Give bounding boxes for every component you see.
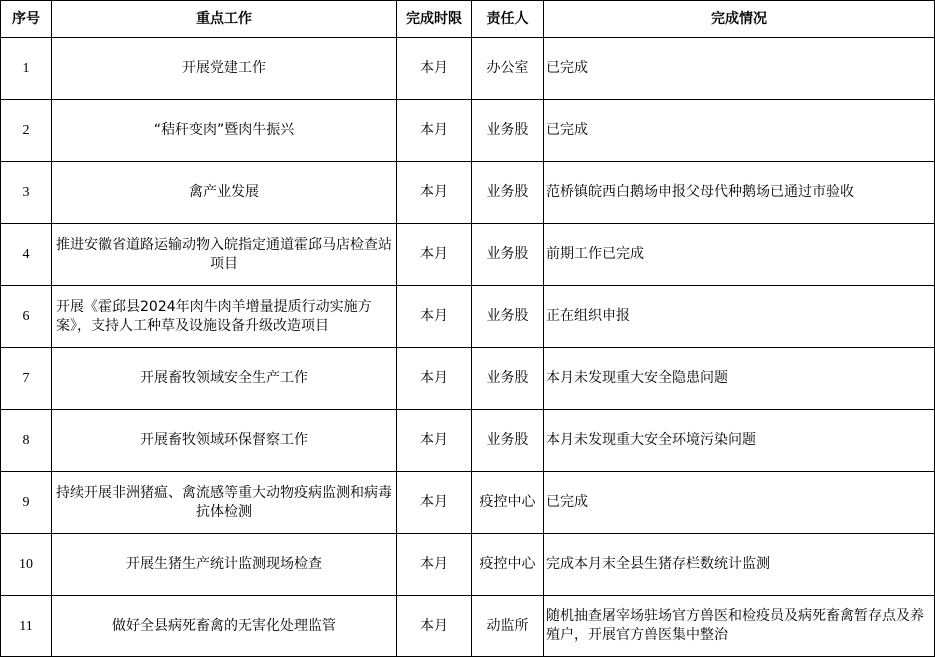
row-status: 随机抽查屠宰场驻场官方兽医和检疫员及病死畜禽暂存点及养殖户，开展官方兽医集中整治 (544, 596, 935, 657)
table-row (1, 286, 935, 348)
row-deadline: 本月 (397, 38, 472, 100)
table-row (1, 100, 935, 162)
row-owner: 疫控中心 (472, 472, 544, 534)
row-task: 开展畜牧领域环保督察工作 (52, 410, 397, 472)
table-row (1, 162, 935, 224)
row-seq: 9 (1, 472, 52, 534)
row-owner: 业务股 (472, 348, 544, 410)
table-row (1, 410, 935, 472)
row-status: 完成本月末全县生猪存栏数统计监测 (544, 534, 935, 596)
row-task: 推进安徽省道路运输动物入皖指定通道霍邱马店检查站项目 (52, 224, 397, 286)
row-deadline: 本月 (397, 100, 472, 162)
row-owner: 业务股 (472, 286, 544, 348)
row-seq: 1 (1, 38, 52, 100)
row-deadline: 本月 (397, 472, 472, 534)
row-seq: 4 (1, 224, 52, 286)
table-row (1, 224, 935, 286)
table-row (1, 348, 935, 410)
header-seq: 序号 (1, 1, 52, 38)
header-deadline: 完成时限 (397, 1, 472, 38)
table-row (1, 596, 935, 657)
row-owner: 办公室 (472, 38, 544, 100)
row-task: 开展生猪生产统计监测现场检查 (52, 534, 397, 596)
row-status: 已完成 (544, 472, 935, 534)
row-task: 开展畜牧领域安全生产工作 (52, 348, 397, 410)
row-task: 做好全县病死畜禽的无害化处理监管 (52, 596, 397, 657)
row-owner: 业务股 (472, 162, 544, 224)
row-status: 已完成 (544, 38, 935, 100)
row-seq: 2 (1, 100, 52, 162)
row-deadline: 本月 (397, 534, 472, 596)
row-seq: 3 (1, 162, 52, 224)
header-owner: 责任人 (472, 1, 544, 38)
row-task: “秸秆变肉”暨肉牛振兴 (52, 100, 397, 162)
header-status: 完成情况 (544, 1, 935, 38)
row-deadline: 本月 (397, 348, 472, 410)
row-owner: 业务股 (472, 224, 544, 286)
row-status: 本月未发现重大安全隐患问题 (544, 348, 935, 410)
row-task: 持续开展非洲猪瘟、禽流感等重大动物疫病监测和病毒抗体检测 (52, 472, 397, 534)
row-seq: 7 (1, 348, 52, 410)
row-task: 禽产业发展 (52, 162, 397, 224)
row-seq: 10 (1, 534, 52, 596)
row-seq: 6 (1, 286, 52, 348)
row-deadline: 本月 (397, 286, 472, 348)
row-deadline: 本月 (397, 596, 472, 657)
row-deadline: 本月 (397, 224, 472, 286)
table-row (1, 38, 935, 100)
row-owner: 业务股 (472, 100, 544, 162)
table-row (1, 534, 935, 596)
row-seq: 11 (1, 596, 52, 657)
row-status: 已完成 (544, 100, 935, 162)
row-seq: 8 (1, 410, 52, 472)
table-header-row (1, 1, 935, 38)
row-deadline: 本月 (397, 162, 472, 224)
header-task: 重点工作 (52, 1, 397, 38)
row-owner: 疫控中心 (472, 534, 544, 596)
table-row (1, 472, 935, 534)
row-status: 前期工作已完成 (544, 224, 935, 286)
row-task: 开展党建工作 (52, 38, 397, 100)
row-deadline: 本月 (397, 410, 472, 472)
row-task: 开展《霍邱县2024年肉牛肉羊增量提质行动实施方案》，支持人工种草及设施设备升级改造项目 (52, 286, 397, 348)
row-owner: 业务股 (472, 410, 544, 472)
row-owner: 动监所 (472, 596, 544, 657)
row-status: 范桥镇皖西白鹅场申报父母代种鹅场已通过市验收 (544, 162, 935, 224)
row-status: 本月未发现重大安全环境污染问题 (544, 410, 935, 472)
row-status: 正在组织申报 (544, 286, 935, 348)
